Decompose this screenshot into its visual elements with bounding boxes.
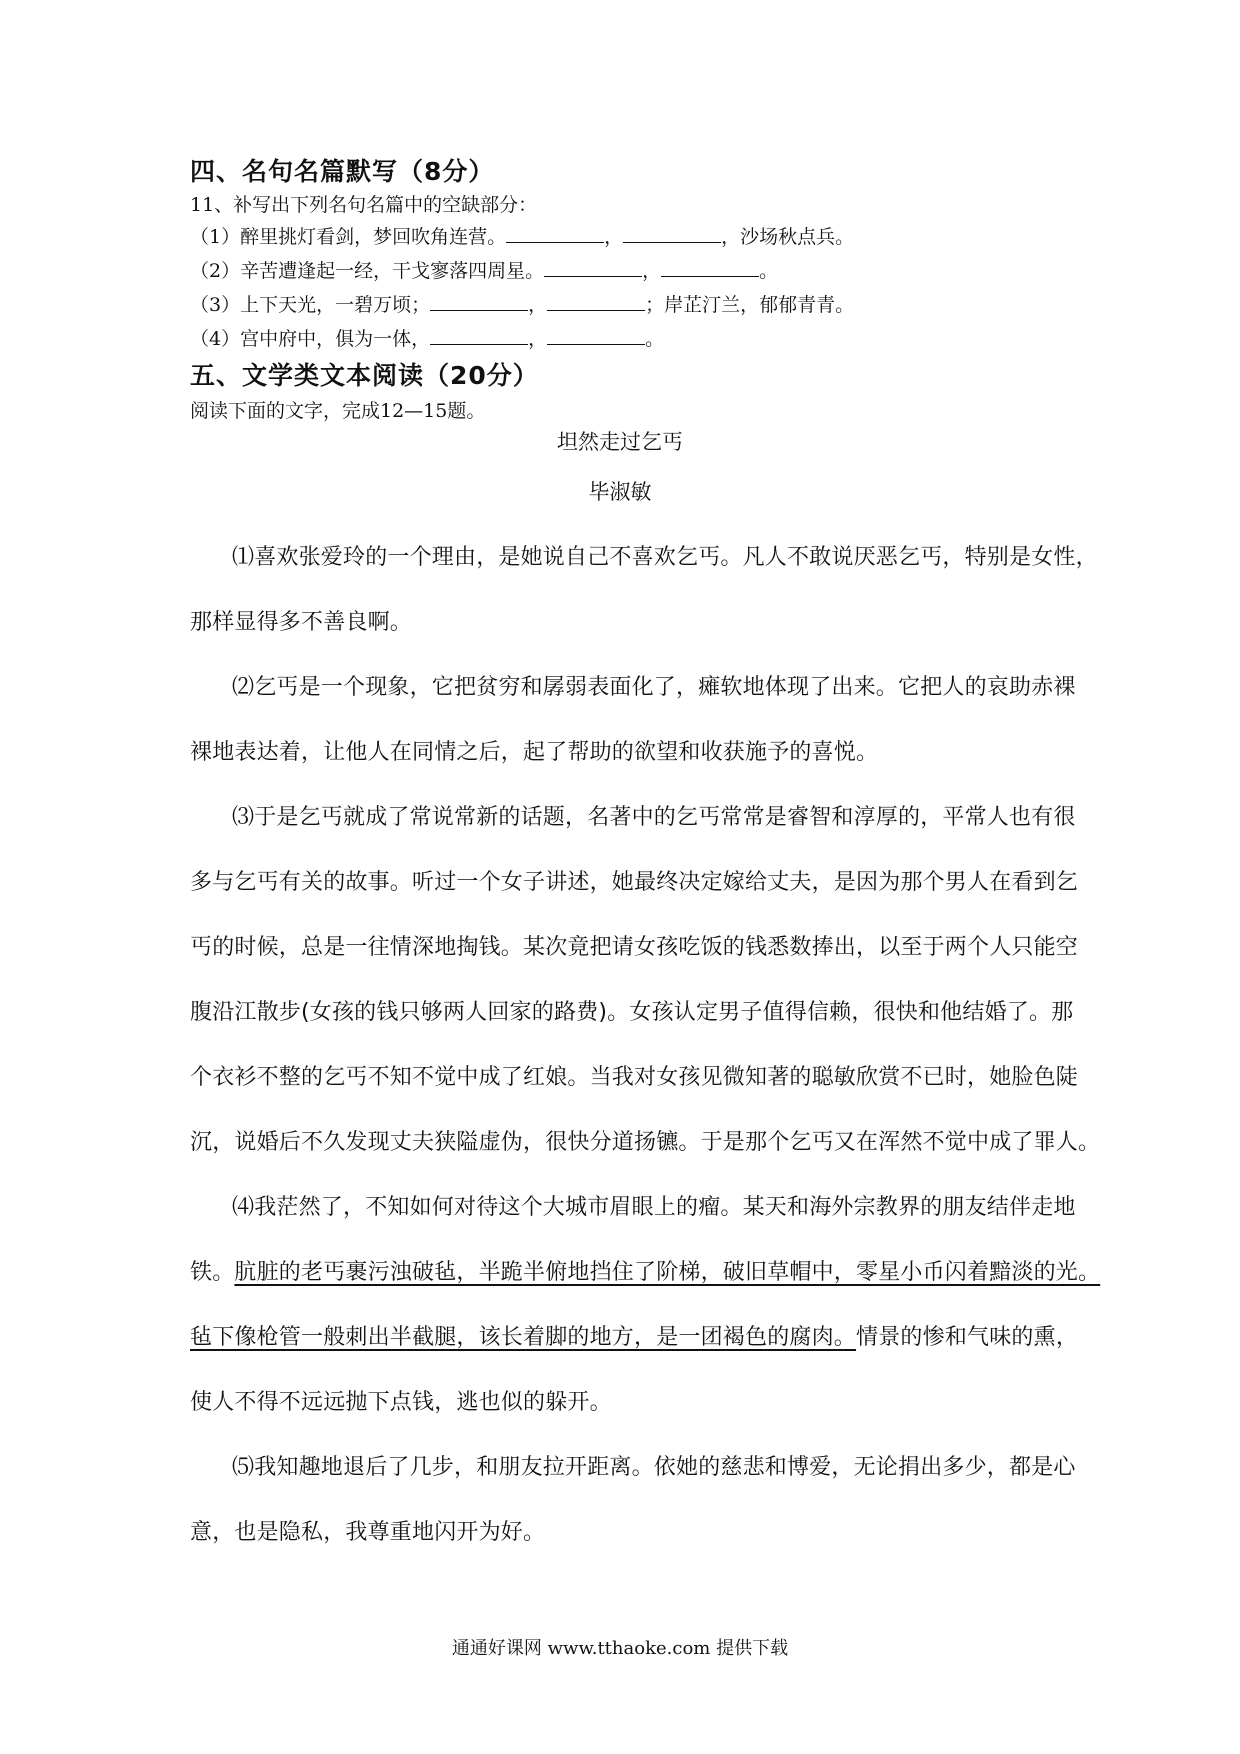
underlined-passage: 肮脏的老丐裹污浊破毡，半跪半俯地挡住了阶梯，破旧草帽中，零星小币闪着黯淡的光。	[234, 1260, 1101, 1285]
question-11-prompt: 11、补写出下列名句名篇中的空缺部分：	[190, 194, 538, 216]
section5-intro: 阅读下面的文字，完成12—15题。	[190, 400, 486, 422]
fill-item-end: ，沙场秋点兵。	[721, 226, 855, 248]
section5-title: 五、文学类文本阅读（20分）	[190, 361, 539, 390]
para-line: 个衣衫不整的乞丐不知不觉中成了红娘。当我对女孩见微知著的聪敏欣赏不已时，她脸色陡	[190, 1065, 1079, 1090]
para-line: ⑸我知趣地退后了几步，和朋友拉开距离。依她的慈悲和博爱，无论捐出多少，都是心	[232, 1455, 1076, 1480]
answer-blank[interactable]	[506, 225, 604, 243]
separator: ，	[528, 328, 548, 350]
answer-blank[interactable]	[430, 293, 528, 311]
fill-item-text: （1）醉里挑灯看剑，梦回吹角连营。	[190, 226, 507, 248]
para-line: 使人不得不远远抛下点钱，逃也似的躲开。	[190, 1390, 612, 1415]
fill-item-2	[190, 256, 778, 283]
text-span: 情景的惨和气味的熏，	[856, 1325, 1079, 1350]
fill-item-end: ；岸芷汀兰，郁郁青青。	[645, 294, 855, 316]
answer-blank[interactable]	[623, 225, 721, 243]
separator: ，	[528, 294, 548, 316]
para-line	[190, 1320, 1078, 1351]
fill-item-end: 。	[645, 328, 665, 350]
footer-credit: 通通好课网 www.tthaoke.com 提供下载	[451, 1638, 789, 1659]
answer-blank[interactable]	[661, 259, 759, 277]
answer-blank[interactable]	[430, 327, 528, 345]
answer-blank[interactable]	[544, 259, 642, 277]
separator: ，	[642, 260, 662, 282]
para-line: 丐的时候，总是一往情深地掏钱。某次竟把请女孩吃饭的钱悉数捧出，以至于两个人只能空	[190, 935, 1079, 960]
fill-item-text: （2）辛苦遭逢起一经，干戈寥落四周星。	[190, 260, 545, 282]
para-line: ⑶于是乞丐就成了常说常新的话题，名著中的乞丐常常是睿智和淳厚的，平常人也有很	[232, 805, 1076, 830]
section4-title: 四、名句名篇默写（8分）	[190, 157, 495, 186]
para-line	[190, 1255, 1100, 1286]
separator: ，	[604, 226, 624, 248]
fill-item-text: （3）上下天光，一碧万顷；	[190, 294, 431, 316]
underlined-passage: 毡下像枪管一般刺出半截腿，该长着脚的地方，是一团褐色的腐肉。	[190, 1325, 857, 1350]
para-line: ⑴喜欢张爱玲的一个理由，是她说自己不喜欢乞丐。凡人不敢说厌恶乞丐，特别是女性，	[232, 545, 1098, 570]
para-line: 那样显得多不善良啊。	[190, 610, 413, 635]
para-line: 腹沿江散步(女孩的钱只够两人回家的路费)。女孩认定男子值得信赖，很快和他结婚了。那	[190, 1000, 1074, 1025]
article-author: 毕淑敏	[588, 480, 652, 504]
para-line: 多与乞丐有关的故事。听过一个女子讲述，她最终决定嫁给丈夫，是因为那个男人在看到乞	[190, 870, 1079, 895]
fill-item-1	[190, 222, 854, 249]
text-span: 铁。	[190, 1260, 235, 1285]
answer-blank[interactable]	[547, 327, 645, 345]
para-line: 裸地表达着，让他人在同情之后，起了帮助的欲望和收获施予的喜悦。	[190, 740, 879, 765]
para-line: ⑷我茫然了，不知如何对待这个大城市眉眼上的瘤。某天和海外宗教界的朋友结伴走地	[232, 1195, 1076, 1220]
fill-item-3	[190, 290, 854, 317]
fill-item-end: 。	[759, 260, 779, 282]
answer-blank[interactable]	[547, 293, 645, 311]
para-line: ⑵乞丐是一个现象，它把贫穷和孱弱表面化了，瘫软地体现了出来。它把人的哀助赤裸	[232, 675, 1076, 700]
para-line: 意，也是隐私，我尊重地闪开为好。	[190, 1520, 546, 1545]
fill-item-text: （4）宫中府中，俱为一体，	[190, 328, 431, 350]
article-title: 坦然走过乞丐	[557, 430, 683, 454]
para-line: 沉，说婚后不久发现丈夫狭隘虚伪，很快分道扬镳。于是那个乞丐又在浑然不觉中成了罪人。	[190, 1130, 1101, 1155]
fill-item-4	[190, 324, 664, 351]
